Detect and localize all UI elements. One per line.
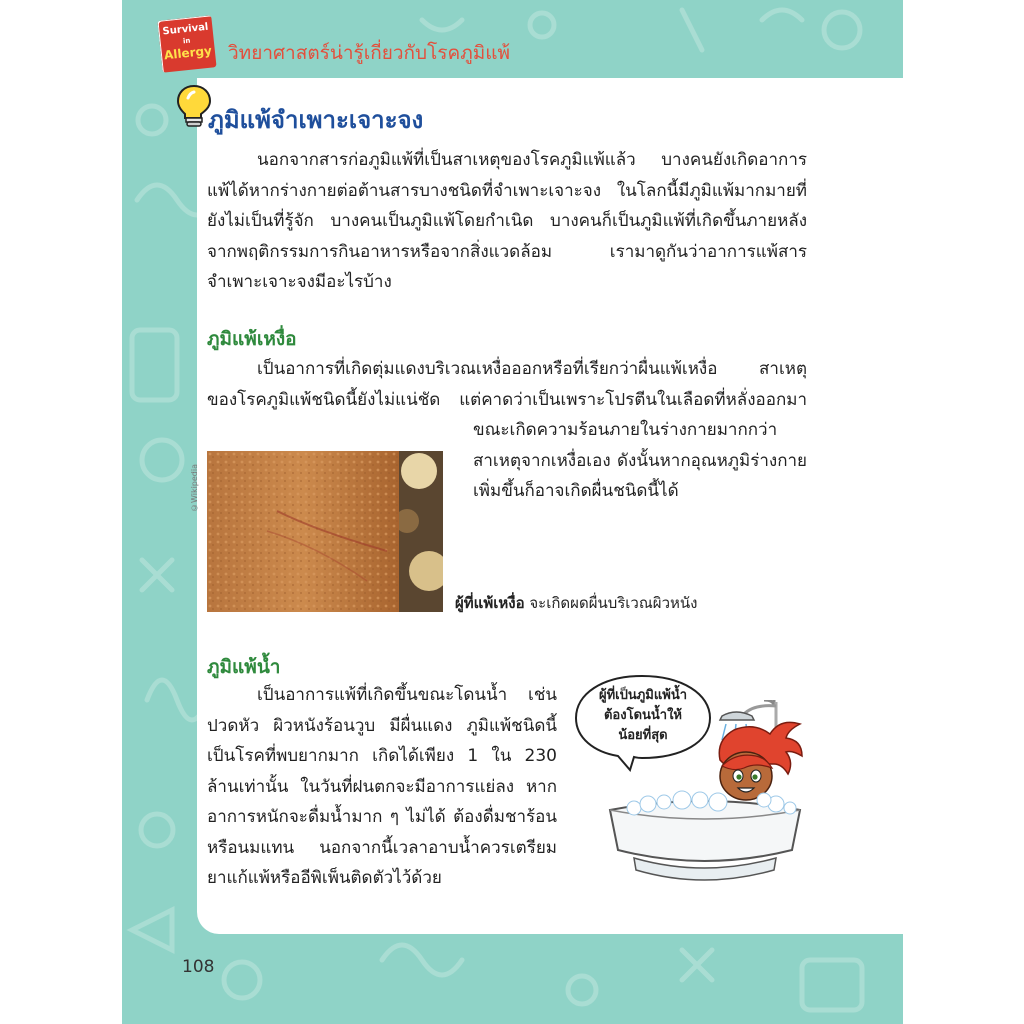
chapter-title: วิทยาศาสตร์น่ารู้เกี่ยวกับโรคภูมิแพ้ bbox=[228, 42, 511, 64]
bubble-line: ผู้ที่เป็นภูมิแพ้น้ำ bbox=[598, 688, 688, 703]
caption-text: จะเกิดผดผื่นบริเวณผิวหนัง bbox=[524, 594, 698, 612]
page-number: 108 bbox=[182, 957, 215, 977]
badge-line-1: Survival bbox=[162, 21, 209, 38]
intro-paragraph bbox=[207, 145, 807, 298]
badge-background bbox=[157, 15, 216, 72]
bubble-line: น้อยที่สุด bbox=[618, 728, 668, 743]
intro-line: นอกจากสารก่อภูมิแพ้ที่เป็นสาเหตุของโรคภูมิแพ้แล้ว บางคนยังเกิดอาการ bbox=[257, 150, 807, 170]
section-title: ภูมิแพ้จำเพาะเจาะจง bbox=[208, 106, 424, 134]
sweat-line: ของโรคภูมิแพ้ชนิดนี้ยังไม่แน่ชัด แต่คาดว่าเป็นเพราะโปรตีนในเลือดที่หลั่งออกมา bbox=[207, 389, 807, 410]
water-paragraph bbox=[207, 680, 557, 894]
water-line: เป็นอาการแพ้ที่เกิดขึ้นขณะโดนน้ำ เช่น bbox=[257, 685, 557, 705]
badge-line-3: Allergy bbox=[163, 43, 213, 63]
photo-credit: ©Wikipedia bbox=[190, 463, 199, 512]
intro-line: จำเพาะเจาะจงมีอะไรบ้าง bbox=[207, 272, 392, 292]
bubble-line: ต้องโดนน้ำให้ bbox=[603, 708, 682, 723]
intro-line: แพ้ได้หากร่างกายต่อต้านสารบางชนิดที่จำเพาะเจาะจง ในโลกนี้มีภูมิแพ้มากมายที่ bbox=[207, 180, 807, 201]
sweat-paragraph-full bbox=[207, 354, 807, 415]
sweat-line: ขณะเกิดความร้อนภายในร่างกายมากกว่า bbox=[473, 420, 778, 440]
water-line: อาการหนักจะดื่มน้ำมาก ๆ ไม่ได้ ต้องดื่มชาร้อน bbox=[207, 807, 557, 827]
intro-line: ยังไม่เป็นที่รู้จัก บางคนเป็นภูมิแพ้โดยกำเนิด บางคนก็เป็นภูมิแพ้ที่เกิดขึ้นภายหลัง bbox=[207, 211, 807, 231]
sweat-line: สาเหตุจากเหงื่อเอง ดังนั้นหากอุณหภูมิร่างกาย bbox=[473, 450, 807, 471]
sweat-paragraph-side bbox=[473, 415, 807, 507]
bathtub-girl-illustration bbox=[604, 700, 804, 900]
sweat-line: เพิ่มขึ้นก็อาจเกิดผื่นชนิดนี้ได้ bbox=[473, 481, 679, 501]
water-line: เป็นโรคที่พบยากมาก เกิดได้เพียง 1 ใน 230 bbox=[207, 746, 557, 766]
water-line: ยาแก้แพ้หรืออีพิเพ็นติดตัวไว้ด้วย bbox=[207, 868, 442, 888]
water-line: ล้านเท่านั้น ในวันที่ฝนตกจะมีอาการแย่ลง หาก bbox=[207, 776, 557, 797]
sweat-line: เป็นอาการที่เกิดตุ่มแดงบริเวณเหงื่อออกหรือที่เรียกว่าผื่นแพ้เหงื่อ สาเหตุ bbox=[257, 359, 807, 379]
sweat-rash-photo bbox=[207, 451, 443, 612]
photo-caption bbox=[455, 591, 697, 615]
water-line: หรือนมแทน นอกจากนี้เวลาอาบน้ำควรเตรียม bbox=[207, 837, 557, 858]
intro-line: จากพฤติกรรมการกินอาหารหรือจากสิ่งแวดล้อม เรามาดูกันว่าอาการแพ้สาร bbox=[207, 241, 807, 262]
survival-in-allergy-badge bbox=[156, 16, 218, 82]
badge-line-2: in bbox=[182, 36, 191, 46]
caption-bold: ผู้ที่แพ้เหงื่อ bbox=[455, 594, 525, 612]
water-line: ปวดหัว ผิวหนังร้อนวูบ มีผื่นแดง ภูมิแพ้ชนิดนี้ bbox=[207, 715, 557, 736]
water-allergy-heading: ภูมิแพ้น้ำ bbox=[207, 656, 281, 678]
sweat-allergy-heading: ภูมิแพ้เหงื่อ bbox=[207, 328, 297, 350]
